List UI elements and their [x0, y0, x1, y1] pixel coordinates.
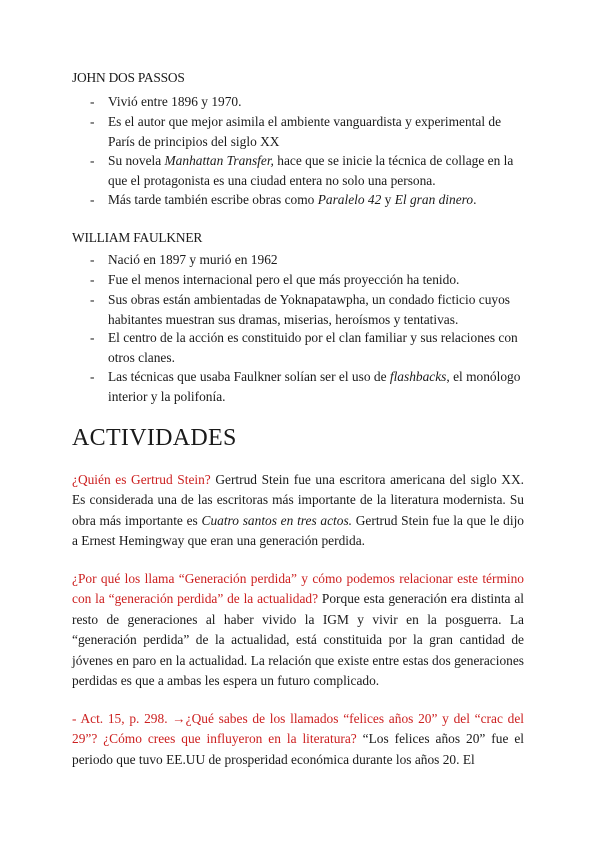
- bullet-dash: -: [90, 114, 95, 129]
- bullet-text-part: Las técnicas que usaba Faulkner solían ser el uso de: [108, 369, 390, 384]
- activity-paragraph: [72, 709, 524, 770]
- bullet-text: [108, 190, 530, 210]
- bullet-text: El centro de la acción es constituido por el clan familiar y sus relaciones con otros clanes.: [108, 330, 518, 365]
- bullet-text: Es el autor que mejor asimila el ambiente vanguardista y experimental de París de principios del siglo XX: [108, 114, 502, 149]
- bullet-item: [90, 290, 530, 329]
- section-heading: ACTIVIDADES: [72, 425, 237, 451]
- bullet-text-part: .: [473, 192, 477, 207]
- bullet-text-part: hace que se inicie la técnica de collage en la que el protagonista es una ciudad entera no solo una persona.: [108, 153, 514, 188]
- bullet-text-part: Su novela: [108, 153, 165, 168]
- bullet-item: [90, 367, 530, 406]
- bullet-dash: -: [90, 272, 95, 287]
- bullet-dash: -: [90, 192, 95, 207]
- bullet-text: Nació en 1897 y murió en 1962: [108, 252, 278, 267]
- activity-answer: Gertrud Stein fue la que le dijo a Ernest Hemingway que eran una generación perdida.: [72, 512, 524, 549]
- bullet-dash: -: [90, 252, 95, 267]
- bullet-text-part: y: [381, 192, 395, 207]
- bullet-text-part: Más tarde también escribe obras como: [108, 192, 318, 207]
- bullet-text: [108, 151, 530, 190]
- bullet-dash: -: [90, 369, 95, 384]
- author-title-dos-passos: JOHN DOS PASSOS: [72, 70, 185, 85]
- bullet-dash: -: [90, 153, 95, 168]
- bullet-text: Fue el menos internacional pero el que más proyección ha tenido.: [108, 272, 460, 287]
- activity-question: ¿Quién es Gertrud Stein?: [72, 472, 211, 487]
- technique-term: flashbacks: [389, 369, 447, 384]
- bullet-dash: -: [90, 330, 95, 345]
- activity-question: ¿Por qué los llama “Generación perdida” y cómo podemos relacionar este término con la “generación perdida” de la actualidad?: [72, 571, 524, 607]
- bullet-dash: -: [90, 292, 95, 307]
- activity-question: - Act. 15, p. 298. →¿Qué sabes de los llamados “felices años 20” y del “crac del 29”? ¿Cómo crees que influyeron en la literatura?: [72, 711, 524, 747]
- bullet-dash: -: [90, 94, 95, 109]
- activity-paragraph: [72, 569, 524, 691]
- bullet-item: [90, 250, 530, 270]
- bullet-text-part: , el monólogo interior y la polifonía.: [108, 369, 521, 404]
- bullet-item: [90, 270, 530, 290]
- activity-answer: “Los felices años 20” fue el periodo que tuvo EE.UU de prosperidad económica durante los años 20. El: [72, 731, 524, 767]
- work-title: Cuatro santos en tres actos.: [201, 512, 353, 528]
- activity-answer: Gertrud Stein fue una escritora americana del siglo XX. Es considerada una de las escritoras más importante de la literatura modernista. Su obra más importante es: [72, 472, 524, 528]
- activity-paragraph: [72, 470, 524, 552]
- bullet-text: Sus obras están ambientadas de Yoknapatawpha, un condado ficticio cuyos habitantes muestran sus dramas, miserias, heroísmos y tentativas.: [108, 292, 510, 327]
- bullet-text: [108, 367, 530, 406]
- bullet-text: Vivió entre 1896 y 1970.: [108, 94, 242, 109]
- bullet-item: [90, 92, 530, 112]
- bullet-item: [90, 328, 530, 367]
- activity-answer: Porque esta generación era distinta al resto de generaciones al haber vivido la IGM y vivir en la posguerra. La “generación perdida” de la actualidad, está constituida por la gran cantidad de jóvenes en paro en la actualidad. La relación que existe entre estas dos generaciones perdidas es que a ambas les espera un futuro complicado.: [72, 591, 525, 689]
- work-title: El gran dinero: [394, 192, 474, 207]
- novel-title: Manhattan Transfer,: [164, 153, 274, 168]
- bullet-item: [90, 151, 530, 190]
- bullet-item: [90, 190, 530, 210]
- work-title: Paralelo 42: [317, 192, 382, 207]
- author-title-faulkner: WILLIAM FAULKNER: [72, 230, 203, 245]
- bullet-item: [90, 112, 530, 151]
